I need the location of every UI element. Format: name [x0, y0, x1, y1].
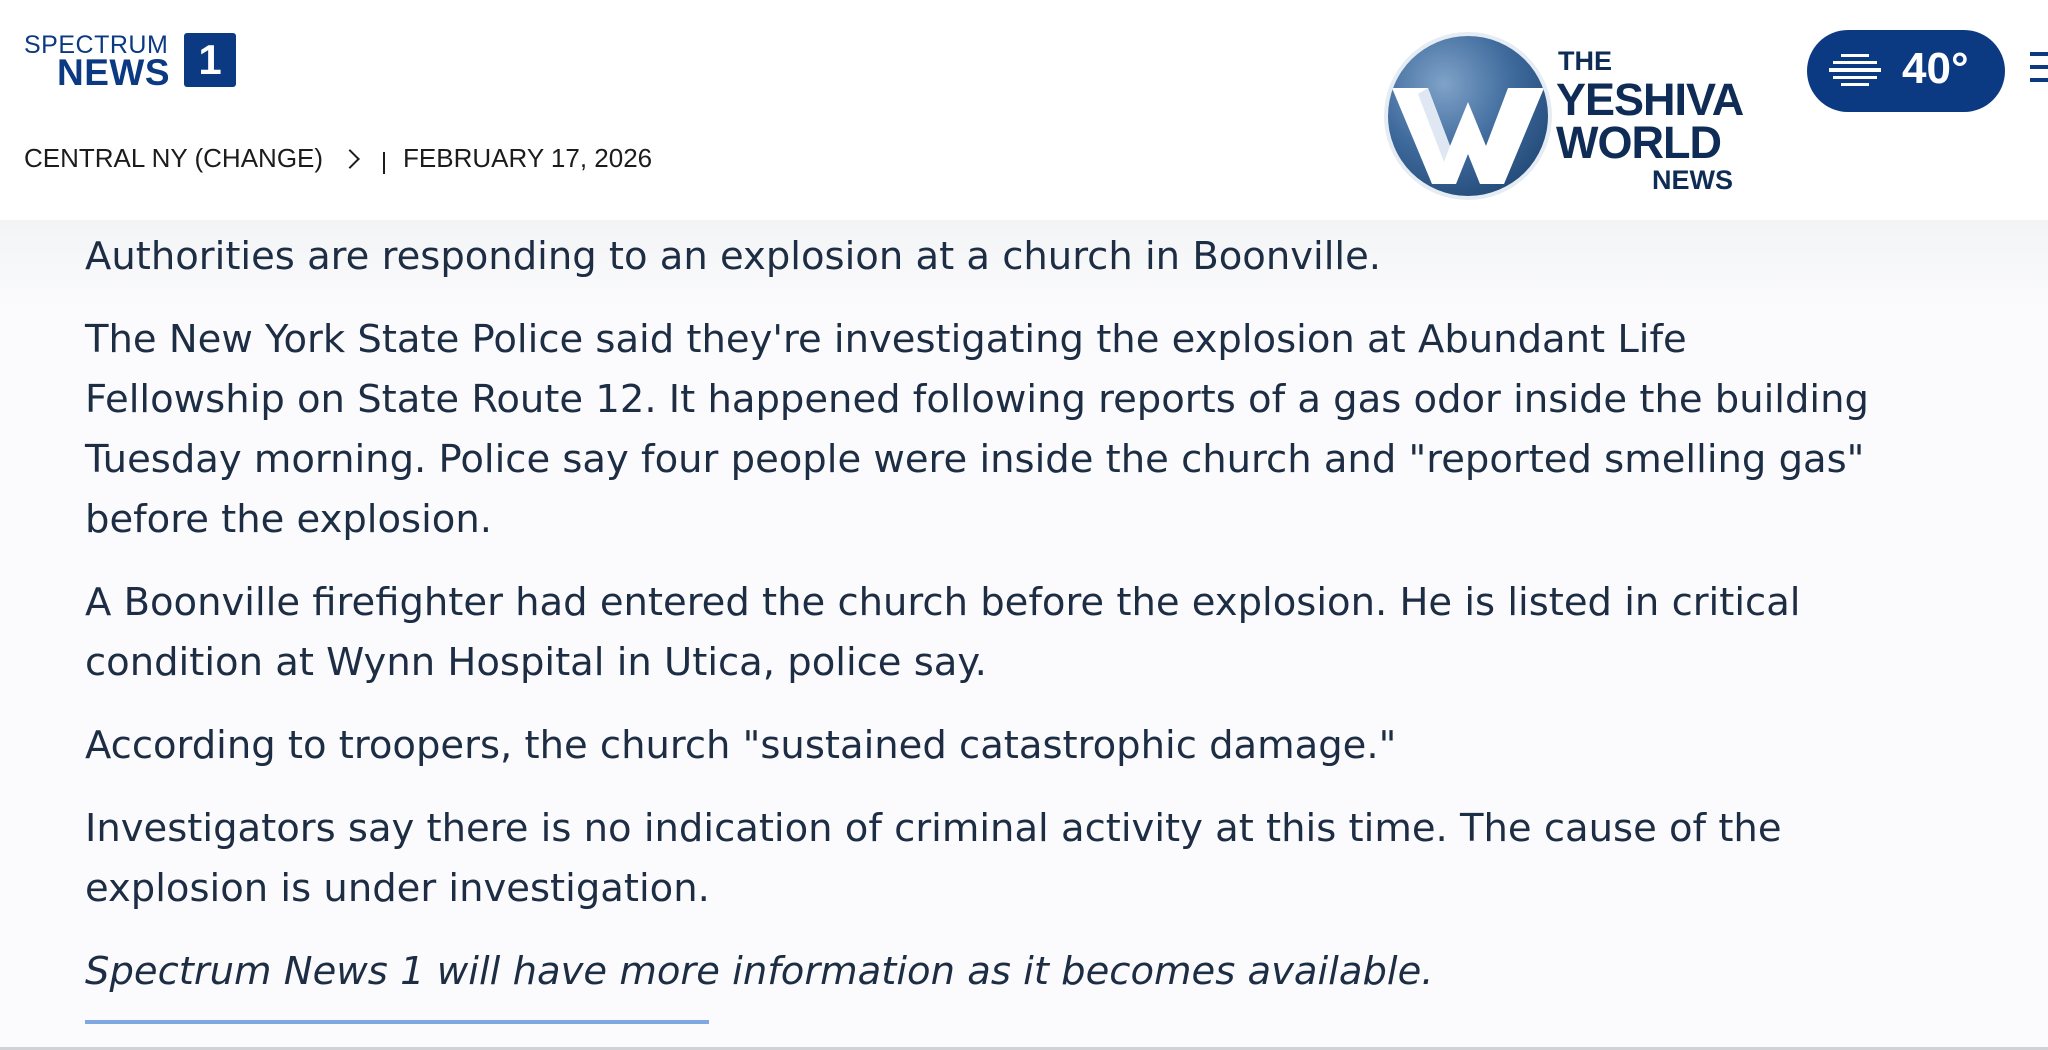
article-end-rule — [85, 1020, 709, 1024]
article-content — [0, 220, 2048, 1050]
ywn-the: THE — [1558, 46, 1612, 76]
paragraph-line: condition at Wynn Hospital in Utica, police say. — [85, 640, 987, 685]
paragraph-line: before the explosion. — [85, 497, 492, 542]
ywn-world: WORLD — [1556, 117, 1721, 168]
paragraph-line: The New York State Police said they're investigating the explosion at Abundant Life — [85, 317, 1687, 362]
paragraph-line: explosion is under investigation. — [85, 866, 710, 911]
paragraph-line: Investigators say there is no indication of criminal activity at this time. The cause of the — [85, 806, 1782, 851]
location-change-link[interactable]: CENTRAL NY (CHANGE) — [24, 143, 324, 173]
ywn-news: NEWS — [1652, 165, 1733, 195]
yeshiva-world-news-logo — [1386, 30, 1746, 200]
weather-temperature: 40° — [1902, 44, 1969, 93]
paragraph-line: A Boonville firefighter had entered the church before the explosion. He is listed in critical — [85, 580, 1801, 625]
article-paragraph — [85, 799, 1782, 919]
ywn-yeshiva: YESHIVA — [1556, 74, 1744, 125]
article-paragraph — [85, 716, 1396, 776]
paragraph-line: Spectrum News 1 will have more information as it becomes available. — [85, 949, 1434, 994]
brand-top-text: SPECTRUM — [24, 31, 169, 59]
ywn-wordmark — [1556, 48, 1743, 194]
article-closing-note — [85, 942, 1434, 1002]
paragraph-line: Authorities are responding to an explosion at a church in Boonville. — [85, 234, 1382, 279]
brand-bottom-text: NEWS — [57, 52, 170, 93]
site-header — [0, 0, 2048, 220]
brand-number-box: 1 — [184, 33, 236, 87]
weather-button[interactable] — [1807, 30, 2005, 112]
article-paragraph — [85, 310, 1869, 550]
article-paragraph — [85, 227, 1381, 287]
article-paragraph — [85, 573, 1801, 693]
paragraph-line: Tuesday morning. Police say four people were inside the church and "reported smelling gas" — [85, 437, 1865, 482]
divider — [383, 152, 385, 174]
paragraph-line: Fellowship on State Route 12. It happened following reports of a gas odor inside the building — [85, 377, 1869, 422]
location-date-bar — [24, 143, 652, 174]
menu-icon[interactable] — [2030, 52, 2048, 88]
fog-icon — [1827, 50, 1883, 92]
current-date: FEBRUARY 17, 2026 — [403, 143, 653, 173]
chevron-right-icon[interactable] — [340, 149, 360, 169]
paragraph-line: According to troopers, the church "sustained catastrophic damage." — [85, 723, 1397, 768]
ywn-emblem-icon — [1388, 36, 1548, 196]
